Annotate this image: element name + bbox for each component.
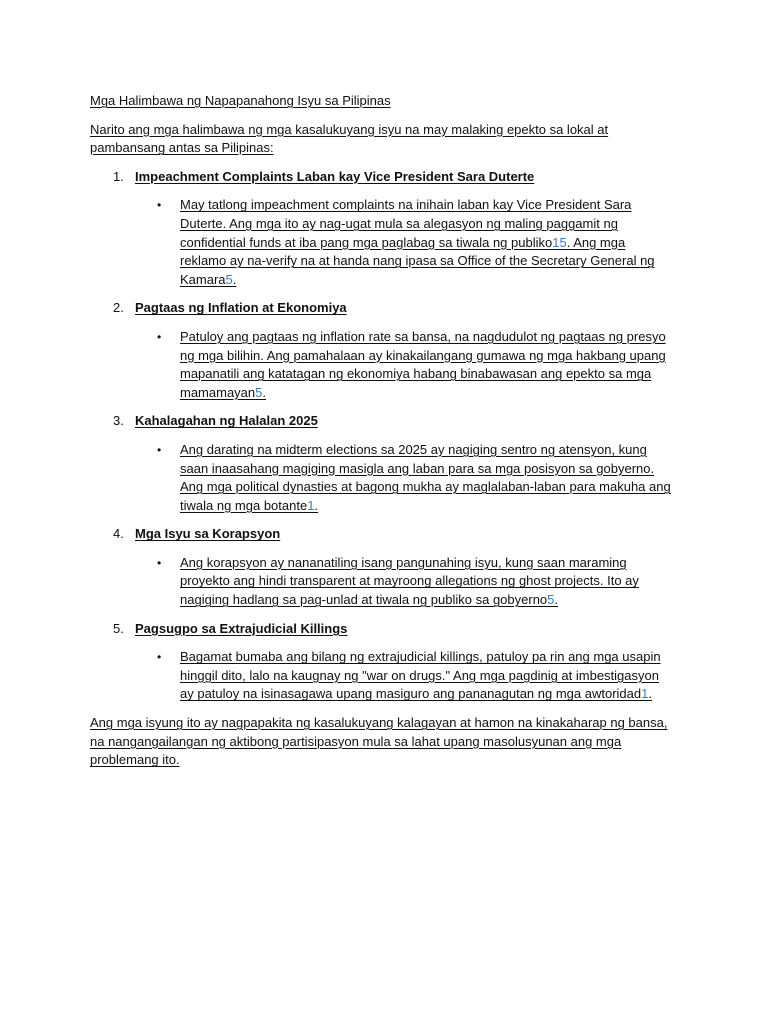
citation-link[interactable]: 5 bbox=[255, 384, 263, 400]
issue-detail bbox=[90, 648, 680, 704]
issue-number: 5. bbox=[113, 620, 124, 636]
detail-text-segment: . Ang mga reklamo ay na-verify na at handa nang ipasa sa Office of the Secretary General ng Kamara bbox=[180, 234, 655, 287]
detail-text-segment: Ang korapsyon ay nananatiling isang pangunahing isyu, kung saan maraming proyekto ang hindi transparent at mayroong allegations ng ghost projects. Ito ay nagiging hadlang sa pag-unlad at tiwala ng publiko sa gobyerno bbox=[180, 554, 639, 608]
issues-list bbox=[90, 168, 680, 704]
citation-link[interactable]: 15 bbox=[552, 234, 567, 250]
issue-heading: Pagtaas ng Inflation at Ekonomiya bbox=[135, 300, 347, 316]
issue-heading: Mga Isyu sa Korapsyon bbox=[135, 526, 281, 542]
detail-text-segment: . bbox=[262, 384, 266, 400]
bullet-icon: • bbox=[157, 555, 162, 570]
issue-detail bbox=[90, 441, 680, 515]
detail-text-segment: . bbox=[314, 497, 319, 513]
citation-link[interactable]: 1 bbox=[641, 686, 649, 702]
bullet-icon: • bbox=[157, 329, 162, 344]
bullet-icon: • bbox=[157, 442, 162, 457]
issue-number: 3. bbox=[113, 413, 124, 429]
issue-detail bbox=[90, 554, 680, 610]
issue-number: 4. bbox=[113, 526, 124, 542]
issue-number: 2. bbox=[113, 300, 124, 316]
closing-paragraph: Ang mga isyung ito ay nagpapakita ng kasalukuyang kalagayan at hamon na kinakaharap ng bansa, na nangangailangan ng aktibong partisipasyon mula sa lahat upang masolusyunan ang mga problemang ito. bbox=[90, 715, 668, 768]
detail-text-segment: Ang darating na midterm elections sa 2025 ay nagiging sentro ng atensyon, kung saan inaasahang magiging masigla ang laban para sa mga posisyon sa gobyerno. Ang mga political dynasties at bagong mukha ay maglalaban-laban para makuha ang tiwala ng mga botante bbox=[180, 441, 671, 513]
detail-text-segment: . bbox=[648, 686, 652, 702]
issue-item-2 bbox=[90, 299, 680, 402]
citation-link[interactable]: 1 bbox=[307, 497, 315, 513]
issue-heading: Impeachment Complaints Laban kay Vice President Sara Duterte bbox=[135, 168, 535, 184]
issue-detail-text bbox=[180, 328, 672, 402]
issue-detail-text bbox=[180, 648, 672, 704]
document-page bbox=[90, 92, 680, 770]
issue-item-4 bbox=[90, 525, 680, 609]
detail-text-segment: . bbox=[232, 271, 237, 287]
issue-heading: Pagsugpo sa Extrajudicial Killings bbox=[135, 620, 348, 636]
detail-text-segment: Patuloy ang pagtaas ng inflation rate sa bansa, na nagdudulot ng pagtaas ng presyo ng mga bilihin. Ang pamahalaan ay kinakailangang gumawa ng mga hakbang upang mapanatili ang katatagan ng ekonomiya habang binabawasan ang epekto sa mga mamamayan bbox=[180, 328, 666, 400]
detail-text-segment: May tatlong impeachment complaints na inihain laban kay Vice President Sara Duterte. Ang mga ito ay nag-ugat mula sa alegasyon ng maling paggamit ng confidential funds at iba pang mga paglabag sa tiwala ng publiko bbox=[180, 197, 632, 250]
issue-item-3 bbox=[90, 412, 680, 515]
issue-detail bbox=[90, 196, 680, 289]
detail-text-segment: Bagamat bumaba ang bilang ng extrajudicial killings, patuloy pa rin ang mga usapin hinggil dito, lalo na kaugnay ng "war on drugs." Ang mga pagdinig at imbestigasyon ay patuloy na isinasagawa upang masiguro ang pananagutan ng mga awtoridad bbox=[180, 649, 661, 702]
issue-detail bbox=[90, 328, 680, 402]
citation-link[interactable]: 5 bbox=[547, 592, 555, 608]
detail-text-segment: . bbox=[554, 592, 559, 608]
issue-item-1 bbox=[90, 168, 680, 290]
bullet-icon: • bbox=[157, 198, 162, 213]
bullet-icon: • bbox=[157, 650, 162, 665]
intro-paragraph: Narito ang mga halimbawa ng mga kasalukuyang isyu na may malaking epekto sa lokal at pambansang antas sa Pilipinas: bbox=[90, 121, 609, 156]
issue-detail-text bbox=[180, 554, 672, 610]
issue-number: 1. bbox=[113, 168, 124, 184]
issue-detail-text bbox=[180, 441, 672, 515]
issue-item-5 bbox=[90, 620, 680, 704]
issue-detail-text bbox=[180, 196, 672, 289]
citation-link[interactable]: 5 bbox=[225, 271, 233, 287]
issue-heading: Kahalagahan ng Halalan 2025 bbox=[135, 413, 318, 429]
document-title: Mga Halimbawa ng Napapanahong Isyu sa Pilipinas bbox=[90, 93, 391, 108]
